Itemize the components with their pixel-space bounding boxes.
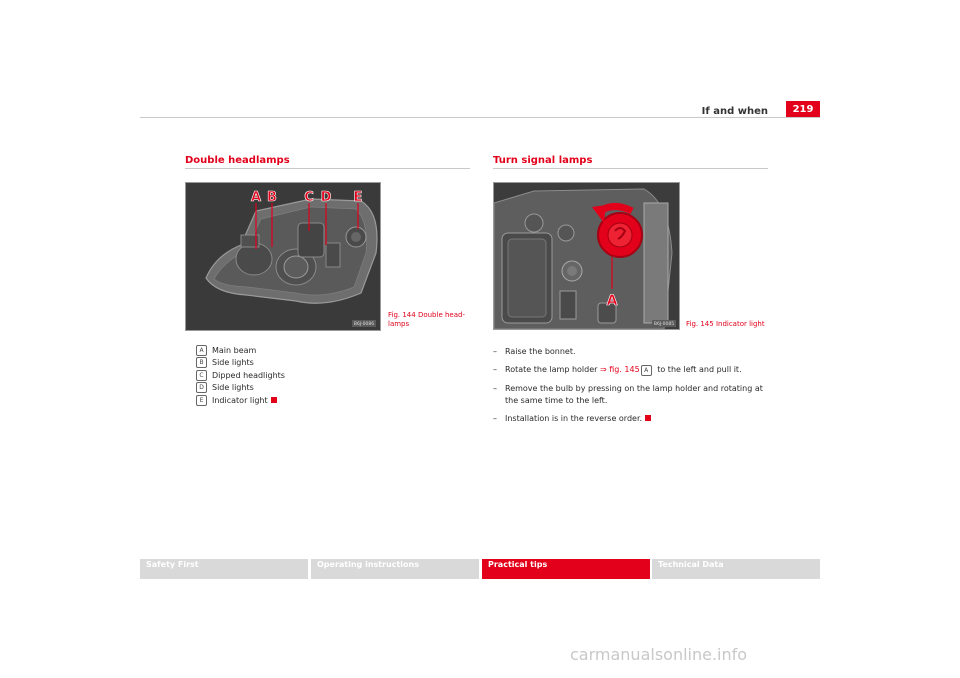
watermark: carmanualsonline.info	[570, 645, 748, 664]
callout-d: D	[320, 190, 332, 205]
legend-label: Dipped headlights	[212, 370, 285, 380]
callout-a: A	[250, 190, 262, 205]
indicator-illustration	[494, 183, 679, 329]
key-a-icon: A	[641, 365, 652, 376]
legend-item	[196, 357, 396, 370]
figure-code: B6J-0086	[353, 322, 375, 327]
step-text	[505, 413, 773, 425]
key-a-icon: A	[196, 345, 207, 356]
legend-label: Main beam	[212, 345, 257, 355]
step-dash: –	[493, 365, 497, 374]
callout-a: A	[606, 293, 618, 309]
footer-tab-technical-data[interactable]: Technical Data	[652, 559, 820, 579]
step-text-before: Rotate the lamp holder	[505, 365, 598, 374]
step-text-content: Installation is in the reverse order.	[505, 414, 643, 423]
step-2	[493, 364, 773, 376]
step-text-after: to the left and pull it.	[657, 365, 742, 374]
step-3	[493, 383, 773, 407]
footer-tab-operating-instructions[interactable]: Operating instructions	[311, 559, 479, 579]
legend-label: Side lights	[212, 383, 254, 393]
section-divider	[185, 168, 470, 169]
page-number: 219	[786, 101, 820, 118]
figure-double-headlamps	[185, 182, 381, 331]
header-title: If and when	[701, 106, 768, 117]
footer-tab-practical-tips[interactable]: Practical tips	[482, 559, 650, 579]
legend-label: Indicator light	[212, 395, 268, 405]
header-divider	[140, 117, 820, 118]
key-b-icon: B	[196, 357, 207, 368]
step-dash: –	[493, 347, 497, 356]
key-e-icon: E	[196, 395, 207, 406]
section-divider	[493, 168, 768, 169]
step-dash: –	[493, 414, 497, 423]
legend-list	[196, 344, 396, 407]
legend-item	[196, 344, 396, 357]
figure-reference-link[interactable]: ⇒ fig. 145	[599, 365, 640, 374]
headlamp-illustration	[186, 183, 380, 330]
section-end-icon	[271, 397, 277, 403]
callout-c: C	[304, 190, 314, 205]
figure-caption-144: Fig. 144 Double head- lamps	[388, 311, 465, 328]
figure-indicator-light	[493, 182, 680, 330]
step-text: Raise the bonnet.	[505, 347, 576, 356]
legend-label: Side lights	[212, 358, 254, 368]
step-text: Remove the bulb by pressing on the lamp holder and rotating at the same time to the left.	[505, 384, 763, 405]
legend-item	[196, 382, 396, 395]
key-c-icon: C	[196, 370, 207, 381]
footer-tab-safety-first[interactable]: Safety First	[140, 559, 308, 579]
callout-e: E	[353, 190, 363, 205]
key-d-icon: D	[196, 382, 207, 393]
figure-caption-145: Fig. 145 Indicator light	[686, 320, 765, 328]
legend-item	[196, 394, 396, 407]
callout-b: B	[267, 190, 277, 205]
section-title-double-headlamps: Double headlamps	[185, 155, 290, 166]
step-text	[505, 364, 773, 376]
step-4	[493, 413, 773, 425]
section-title-turn-signal-lamps: Turn signal lamps	[493, 155, 593, 166]
figure-code: B6J-0085	[653, 322, 675, 327]
step-1	[493, 346, 773, 358]
step-dash: –	[493, 384, 497, 393]
section-end-icon	[645, 415, 651, 421]
legend-item	[196, 369, 396, 382]
